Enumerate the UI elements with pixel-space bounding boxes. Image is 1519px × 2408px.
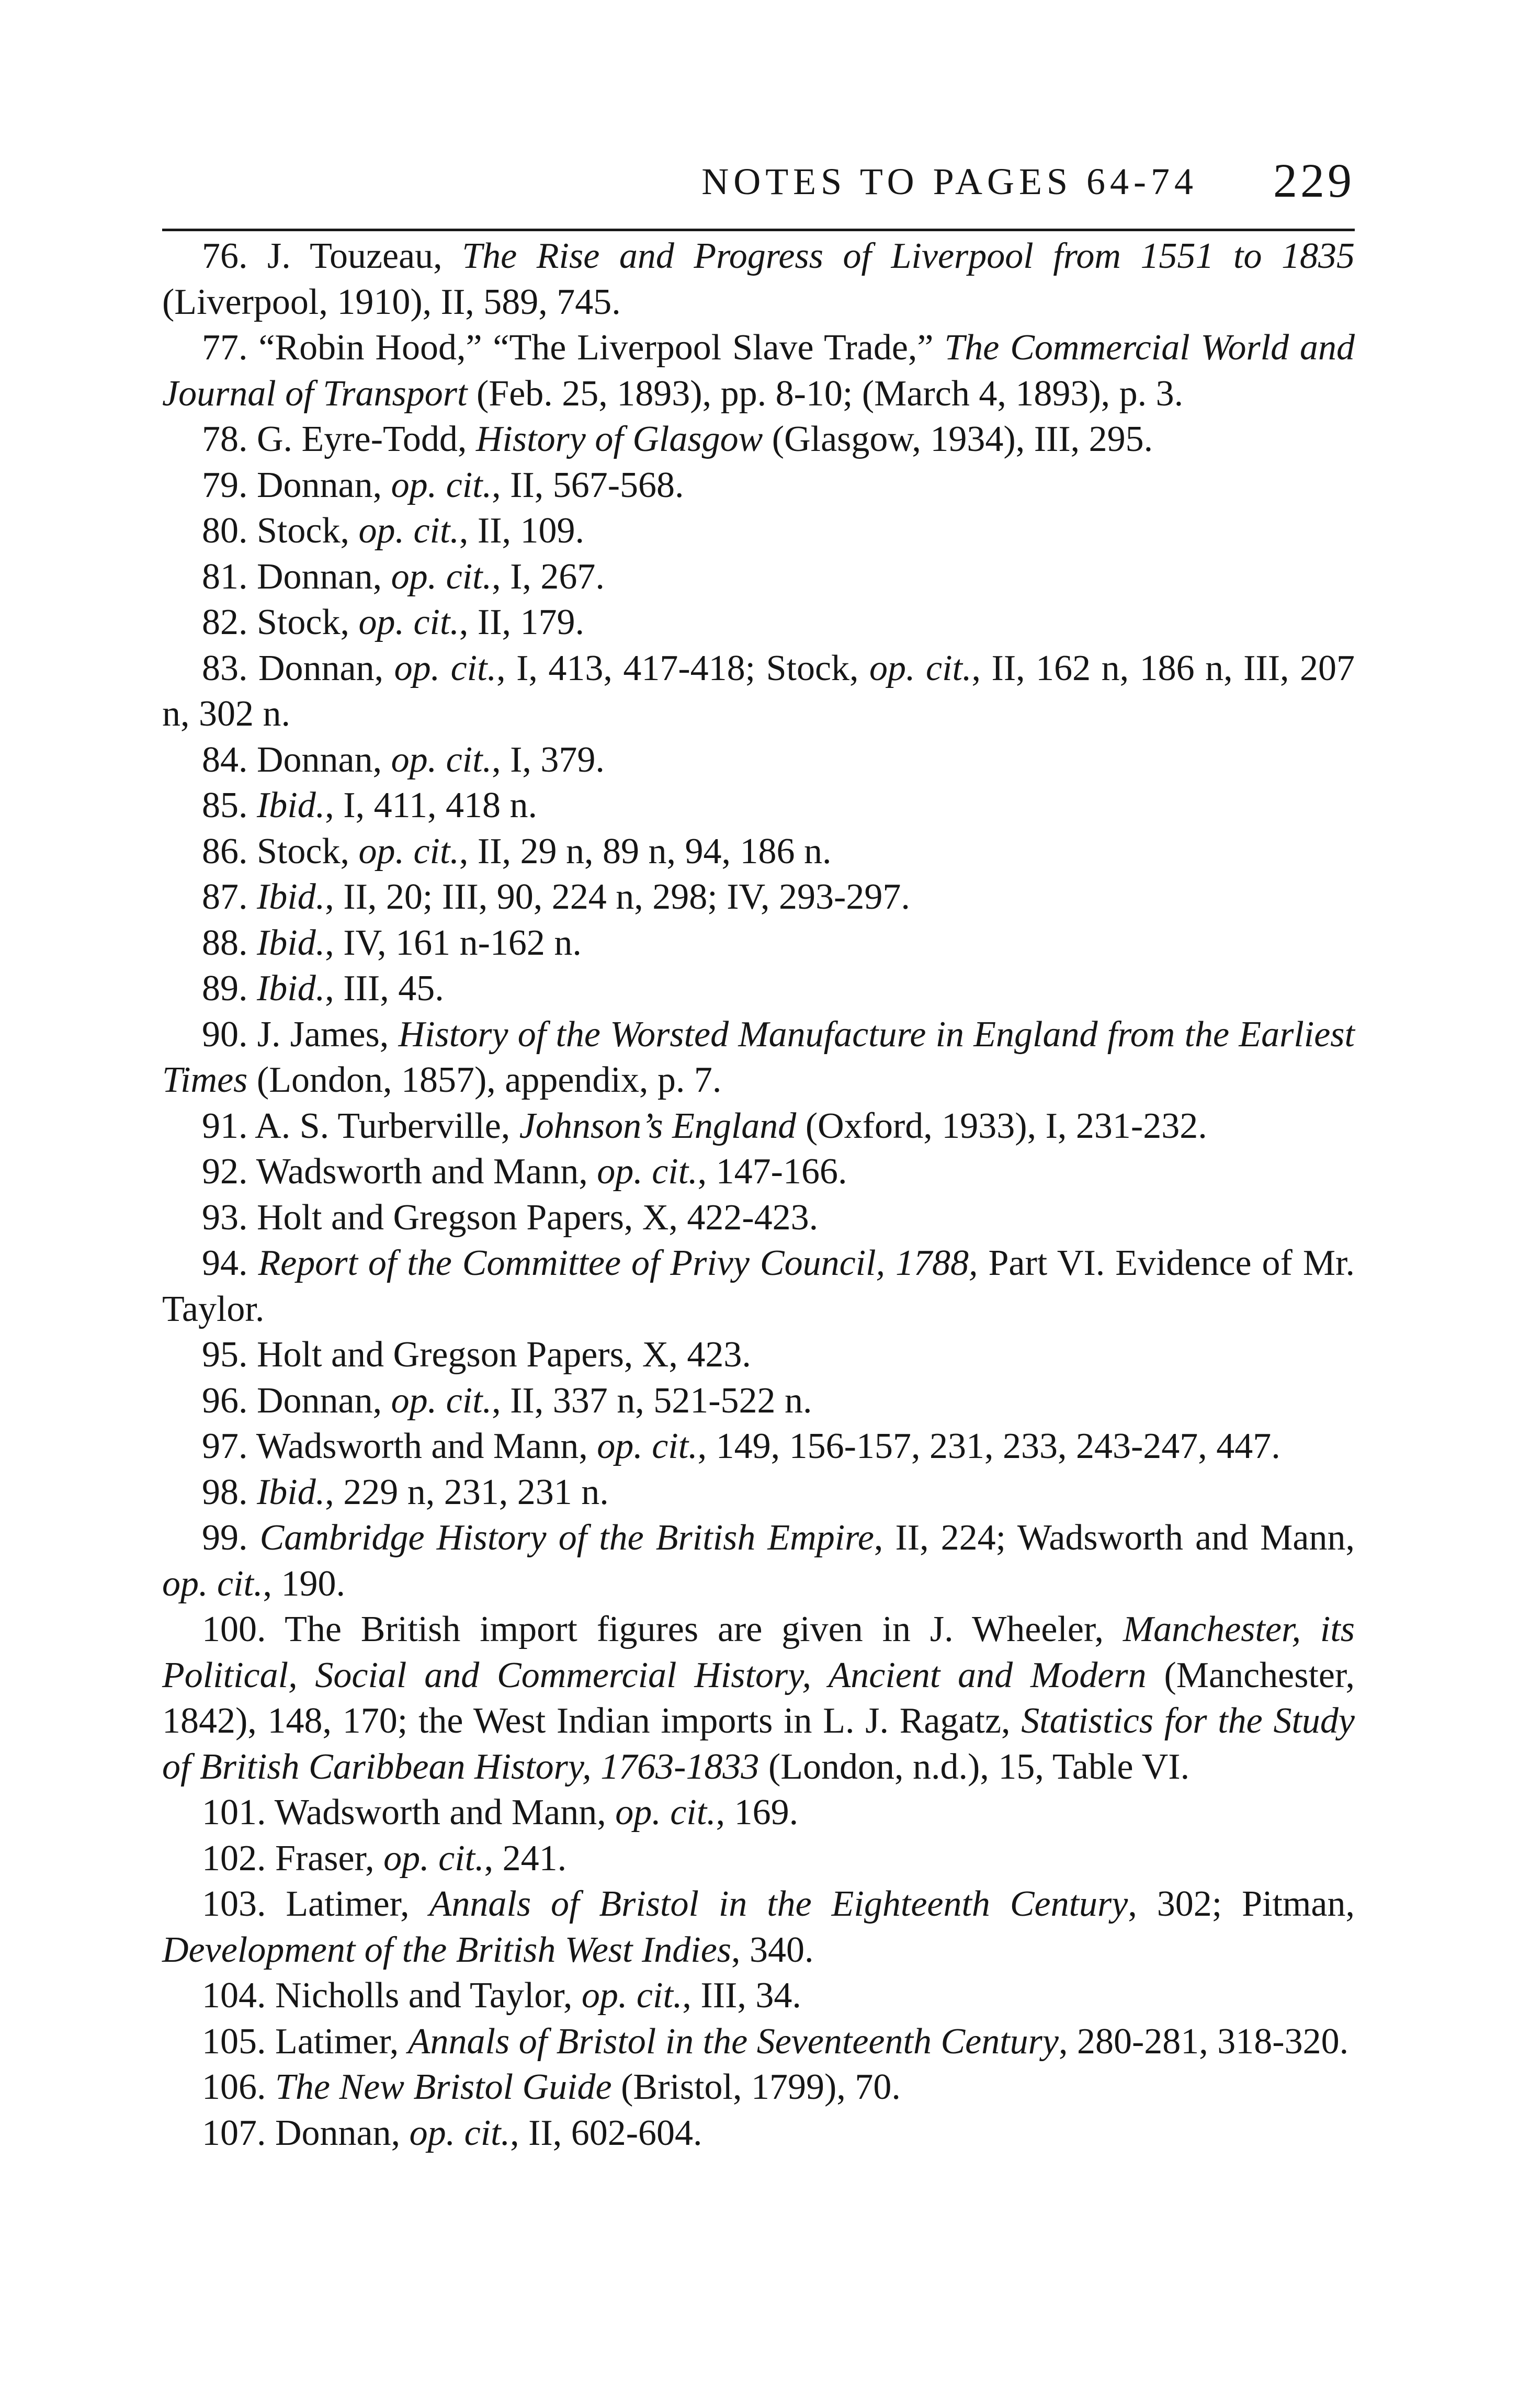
note-text: , 340. <box>731 1929 814 1970</box>
note-76 <box>162 233 1355 325</box>
note-italic-text: Manchester, its Political, Social and Commercial History, Ancient and Modern <box>162 1609 1355 1695</box>
note-91 <box>162 1103 1355 1149</box>
note-text: 83. Donnan, <box>202 648 394 688</box>
note-text: 79. Donnan, <box>202 465 391 505</box>
note-87 <box>162 874 1355 920</box>
note-italic-text: Cambridge History of the British Empire <box>259 1518 874 1558</box>
note-text: , 149, 156-157, 231, 233, 243-247, 447. <box>697 1426 1280 1466</box>
note-95 <box>162 1332 1355 1378</box>
note-text: , 190. <box>263 1563 345 1604</box>
note-text: 91. A. S. Turberville, <box>202 1105 519 1146</box>
note-text: 81. Donnan, <box>202 556 391 597</box>
note-text: 97. Wadsworth and Mann, <box>202 1426 597 1466</box>
note-text: , I, 411, 418 n. <box>325 785 537 826</box>
header-rule <box>162 229 1355 231</box>
note-italic-text: op. cit. <box>358 602 459 642</box>
note-text: , II, 224; Wadsworth and Mann, <box>874 1518 1355 1558</box>
note-text: (Feb. 25, 1893), pp. 8-10; (March 4, 1893), p. 3. <box>467 373 1184 414</box>
note-text: , II, 29 n, 89 n, 94, 186 n. <box>459 831 832 872</box>
note-italic-text: The Rise and Progress of Liverpool from 1551 to 1835 <box>462 236 1355 276</box>
note-italic-text: op. cit. <box>869 648 972 688</box>
note-italic-text: op. cit. <box>391 556 492 597</box>
note-78 <box>162 416 1355 462</box>
note-98 <box>162 1469 1355 1516</box>
note-text: 78. G. Eyre-Todd, <box>202 419 476 459</box>
note-text: 102. Fraser, <box>202 1838 384 1879</box>
note-text: 94. <box>202 1243 258 1283</box>
running-head-title: NOTES TO PAGES 64-74 <box>701 161 1198 202</box>
note-text: , 302; Pitman, <box>1128 1884 1355 1924</box>
note-text: 85. <box>202 785 257 826</box>
note-text: 88. <box>202 922 257 963</box>
note-text: 80. Stock, <box>202 511 359 551</box>
note-96 <box>162 1378 1355 1424</box>
note-text: 86. Stock, <box>202 831 359 872</box>
note-text: , II, 567-568. <box>492 465 684 505</box>
note-text: , II, 602-604. <box>510 2112 702 2153</box>
note-text: 90. J. James, <box>202 1014 399 1055</box>
note-97 <box>162 1423 1355 1469</box>
note-text: Part VI. Evidence of Mr. Taylor. <box>162 1243 1355 1329</box>
note-text: 104. Nicholls and Taylor, <box>202 1975 582 2016</box>
note-text: , I, 413, 417-418; Stock, <box>496 648 870 688</box>
note-text: 105. Latimer, <box>202 2021 408 2062</box>
note-83 <box>162 646 1355 737</box>
note-86 <box>162 829 1355 875</box>
note-text: (Liverpool, 1910), II, 589, 745. <box>162 281 621 322</box>
note-text: 87. <box>202 877 257 917</box>
page-number: 229 <box>1273 154 1355 207</box>
note-italic-text: op. cit. <box>391 1380 492 1421</box>
note-90 <box>162 1012 1355 1103</box>
note-italic-text: Johnson’s England <box>519 1105 797 1146</box>
note-text: 100. The British import figures are given in J. Wheeler, <box>202 1609 1123 1649</box>
note-text: 99. <box>202 1518 260 1558</box>
note-text: 84. Donnan, <box>202 739 391 780</box>
note-text: 95. Holt and Gregson Papers, X, 423. <box>202 1335 751 1375</box>
notes-list <box>162 233 1355 2156</box>
note-text: 76. J. Touzeau, <box>202 236 462 276</box>
note-text: 92. Wadsworth and Mann, <box>202 1151 597 1192</box>
note-text: 98. <box>202 1472 257 1512</box>
note-82 <box>162 600 1355 646</box>
note-text: 107. Donnan, <box>202 2112 410 2153</box>
note-italic-text: History of the Worsted Manufacture in England from the Earliest Times <box>162 1014 1355 1100</box>
note-text: , 229 n, 231, 231 n. <box>325 1472 609 1512</box>
note-italic-text: The New Bristol Guide <box>275 2067 612 2107</box>
note-102 <box>162 1836 1355 1882</box>
note-105 <box>162 2019 1355 2065</box>
note-text: (Bristol, 1799), 70. <box>611 2067 901 2107</box>
note-text: (London, n.d.), 15, Table VI. <box>759 1746 1190 1787</box>
note-text: , III, 34. <box>682 1975 801 2016</box>
note-italic-text: History of Glasgow <box>475 419 763 459</box>
note-text: 89. <box>202 968 257 1009</box>
note-88 <box>162 920 1355 966</box>
note-text: 101. Wadsworth and Mann, <box>202 1792 616 1833</box>
note-italic-text: op. cit. <box>383 1838 484 1879</box>
note-italic-text: op. cit. <box>358 831 459 872</box>
note-text: 96. Donnan, <box>202 1380 391 1421</box>
note-italic-text: Ibid. <box>257 1472 325 1512</box>
note-text: , II, 109. <box>459 511 585 551</box>
note-text: (Glasgow, 1934), III, 295. <box>763 419 1153 459</box>
note-93 <box>162 1195 1355 1241</box>
note-italic-text: op. cit. <box>358 511 459 551</box>
note-text: , IV, 161 n-162 n. <box>325 922 582 963</box>
note-text: 82. Stock, <box>202 602 359 642</box>
note-text: (London, 1857), appendix, p. 7. <box>247 1060 722 1100</box>
note-101 <box>162 1790 1355 1836</box>
note-100 <box>162 1607 1355 1790</box>
note-94 <box>162 1240 1355 1332</box>
note-italic-text: op. cit. <box>581 1975 683 2016</box>
note-italic-text: op. cit. <box>615 1792 716 1833</box>
note-89 <box>162 966 1355 1012</box>
note-italic-text: Development of the British West Indies <box>162 1929 732 1970</box>
note-80 <box>162 508 1355 554</box>
running-head <box>162 153 1355 221</box>
note-text: , I, 379. <box>492 739 605 780</box>
note-text: , 280-281, 318-320. <box>1058 2021 1349 2062</box>
note-92 <box>162 1149 1355 1195</box>
note-85 <box>162 783 1355 829</box>
note-italic-text: op. cit. <box>162 1563 263 1604</box>
note-italic-text: Ibid. <box>257 785 325 826</box>
note-italic-text: Report of the Committee of Privy Council, 1788, <box>258 1243 978 1283</box>
note-text: , I, 267. <box>492 556 605 597</box>
note-text: , II, 20; III, 90, 224 n, 298; IV, 293-297. <box>325 877 910 917</box>
note-italic-text: op. cit. <box>597 1151 698 1192</box>
note-106 <box>162 2064 1355 2110</box>
note-italic-text: op. cit. <box>391 739 492 780</box>
note-italic-text: Ibid. <box>257 968 325 1009</box>
note-107 <box>162 2110 1355 2156</box>
note-79 <box>162 462 1355 508</box>
note-103 <box>162 1881 1355 1973</box>
note-text: 77. “Robin Hood,” “The Liverpool Slave Trade,” <box>202 327 945 368</box>
note-italic-text: op. cit. <box>409 2112 511 2153</box>
note-text: (Manchester, 1842), 148, 170; the West Indian imports in L. J. Ragatz, <box>162 1655 1355 1741</box>
note-104 <box>162 1973 1355 2019</box>
note-text: , II, 179. <box>459 602 585 642</box>
note-italic-text: op. cit. <box>394 648 497 688</box>
note-text: 106. <box>202 2067 275 2107</box>
note-text: (Oxford, 1933), I, 231-232. <box>796 1105 1207 1146</box>
note-99 <box>162 1515 1355 1607</box>
note-italic-text: The Commercial World and Journal of Transport <box>162 327 1355 414</box>
note-text: 103. Latimer, <box>202 1884 429 1924</box>
note-italic-text: op. cit. <box>597 1426 698 1466</box>
note-italic-text: Statistics for the Study of British Caribbean History, 1763-1833 <box>162 1701 1355 1787</box>
note-text: , II, 162 n, 186 n, III, 207 n, 302 n. <box>162 648 1355 734</box>
note-italic-text: Annals of Bristol in the Seventeenth Century <box>407 2021 1059 2062</box>
note-italic-text: Ibid. <box>257 877 325 917</box>
note-italic-text: Annals of Bristol in the Eighteenth Century <box>429 1884 1128 1924</box>
note-italic-text: op. cit. <box>391 465 492 505</box>
note-text: , 147-166. <box>697 1151 847 1192</box>
note-text: , 169. <box>716 1792 799 1833</box>
note-text: , III, 45. <box>325 968 444 1009</box>
note-text: , 241. <box>484 1838 567 1879</box>
note-77 <box>162 325 1355 416</box>
note-italic-text: Ibid. <box>257 922 325 963</box>
note-84 <box>162 737 1355 783</box>
note-text: , II, 337 n, 521-522 n. <box>492 1380 812 1421</box>
note-81 <box>162 554 1355 600</box>
note-text: 93. Holt and Gregson Papers, X, 422-423. <box>202 1197 819 1238</box>
